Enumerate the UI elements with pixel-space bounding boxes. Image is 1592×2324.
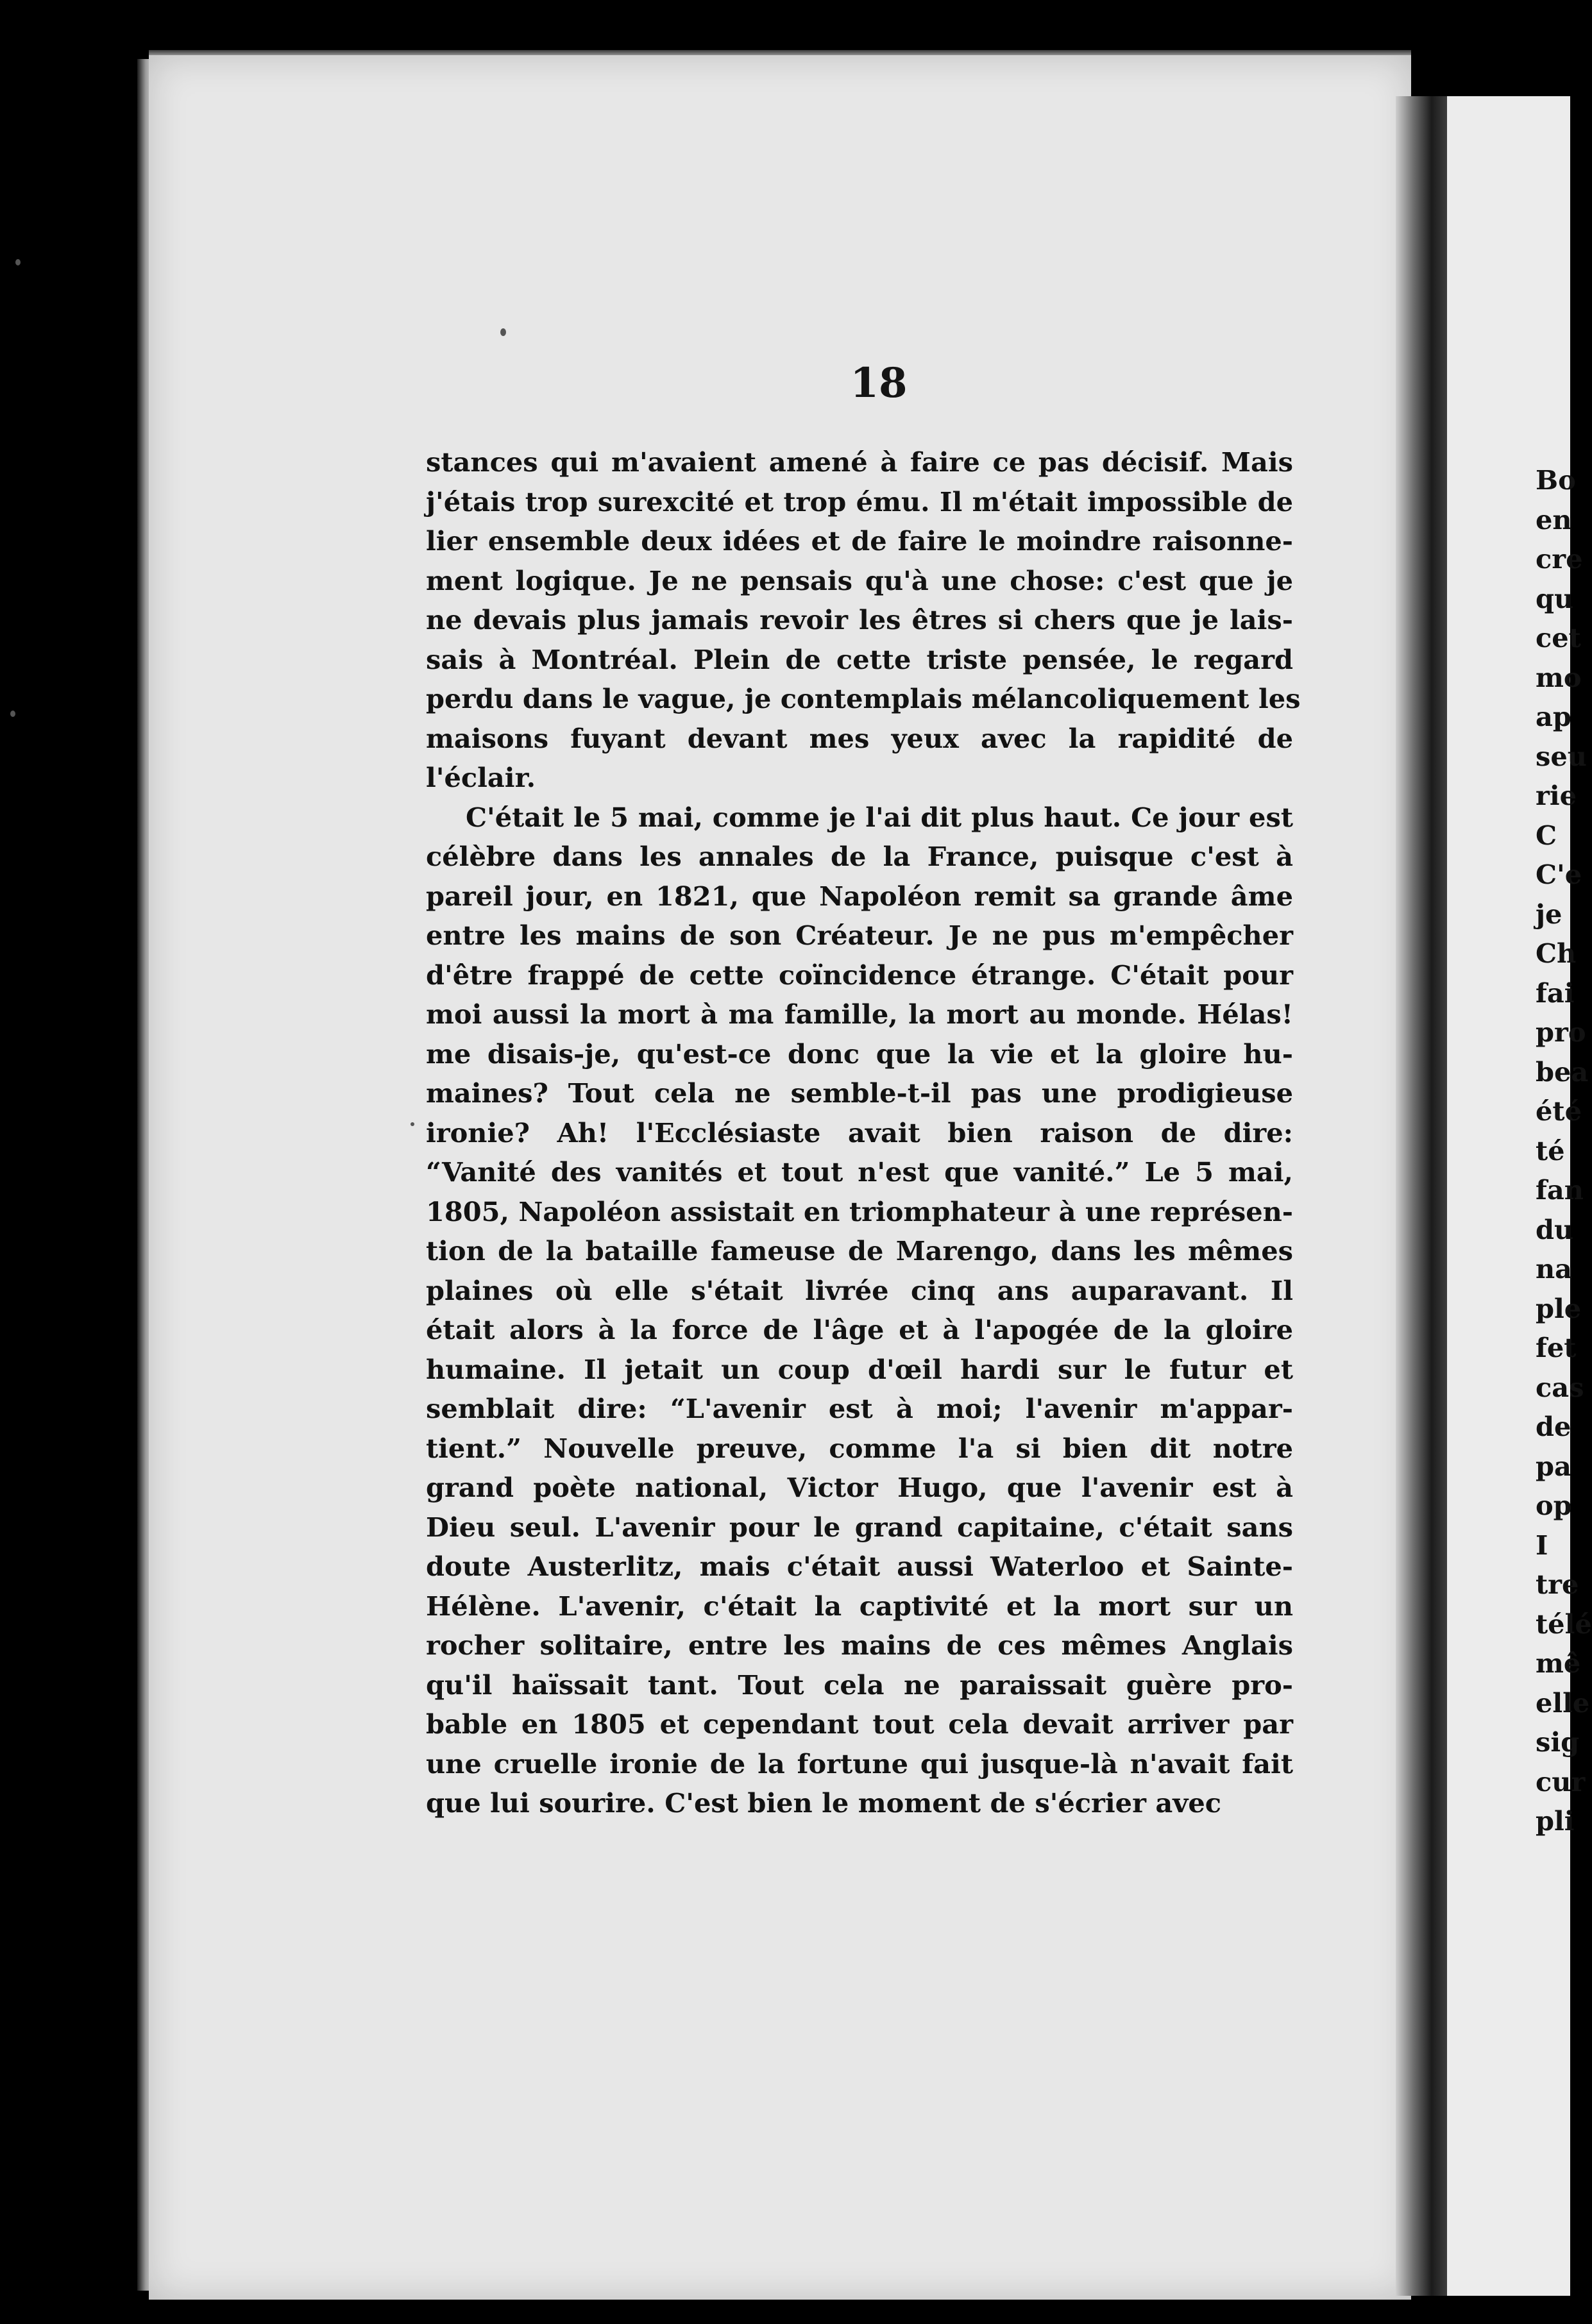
facing-page-fragment: télé (1536, 1608, 1592, 1640)
text-line: entre les mains de son Créateur. Je ne pus m'empêcher (426, 920, 1293, 951)
text-line: j'étais trop surexcité et trop ému. Il m'était impossible de (426, 485, 1293, 518)
page-number: 18 (850, 359, 908, 407)
facing-page-fragment: I (1536, 1529, 1548, 1561)
text-line: tion de la bataille fameuse de Marengo, dans les mêmes (426, 1235, 1293, 1267)
text-line: qu'il haïssait tant. Tout cela ne paraissait guère pro- (426, 1669, 1293, 1701)
facing-page-fragment: pa (1536, 1450, 1571, 1482)
text-line: perdu dans le vague, je contemplais mélancoliquement les (426, 683, 1301, 714)
facing-page-fragment: je (1536, 898, 1562, 930)
facing-page-fragment: mê (1536, 1647, 1581, 1679)
facing-page-fragment: seu (1536, 740, 1587, 772)
facing-page-fragment: na (1536, 1253, 1573, 1284)
text-line: l'éclair. (426, 762, 536, 793)
text-line: maisons fuyant devant mes yeux avec la rapidité de (426, 722, 1293, 754)
facing-page-fragment: sig (1536, 1726, 1580, 1758)
facing-page-fragment: té (1536, 1134, 1565, 1166)
text-line: Dieu seul. L'avenir pour le grand capitaine, c'était sans (426, 1511, 1293, 1543)
facing-page-fragment: de (1536, 1411, 1571, 1442)
facing-page-fragment: op (1536, 1490, 1572, 1521)
facing-page-fragment: mo (1536, 661, 1582, 693)
facing-page-fragment: bea (1536, 1056, 1589, 1088)
facing-page-fragment: ap (1536, 701, 1571, 732)
text-line: grand poète national, Victor Hugo, que l'avenir est à (426, 1472, 1293, 1503)
scan-speck (411, 1122, 414, 1126)
facing-page-fragment: cre (1536, 543, 1583, 575)
text-line: bable en 1805 et cependant tout cela devait arriver par (426, 1708, 1293, 1740)
scan-speck (15, 259, 21, 265)
facing-page-fragment: cas (1536, 1371, 1584, 1403)
facing-page-text (1536, 460, 1592, 1841)
facing-page-fragment: fet (1536, 1332, 1577, 1363)
text-line: sais à Montréal. Plein de cette triste pensée, le regard (426, 643, 1293, 675)
facing-page-fragment: Ch (1536, 938, 1577, 969)
text-line: pareil jour, en 1821, que Napoléon remit sa grande âme (426, 880, 1293, 912)
text-line: rocher solitaire, entre les mains de ces mêmes Anglais (426, 1629, 1293, 1661)
facing-page-fragment: qu (1536, 582, 1574, 614)
facing-page-fragment: C'e (1536, 859, 1582, 890)
facing-page-fragment: du (1536, 1213, 1574, 1245)
text-line: C'était le 5 mai, comme je l'ai dit plus haut. Ce jour est (466, 801, 1293, 833)
facing-page-fragment: C (1536, 819, 1557, 851)
facing-page-fragment: fan (1536, 1174, 1584, 1206)
text-line: stances qui m'avaient amené à faire ce pas décisif. Mais (426, 446, 1293, 478)
facing-page-fragment: cet (1536, 622, 1581, 653)
text-line: maines? Tout cela ne semble-t-il pas une prodigieuse (426, 1077, 1293, 1109)
facing-page-fragment: tre (1536, 1569, 1579, 1600)
facing-page-fragment: elle (1536, 1687, 1590, 1719)
text-line: ironie? Ah! l'Ecclésiaste avait bien raison de dire: (426, 1116, 1293, 1149)
text-line: lier ensemble deux idées et de faire le moindre raisonne- (426, 525, 1293, 557)
facing-page-fragment: pli (1536, 1805, 1575, 1837)
text-line: était alors à la force de l'âge et à l'apogée de la gloire (426, 1314, 1293, 1345)
facing-page-fragment: ple (1536, 1292, 1582, 1324)
text-line: Hélène. L'avenir, c'était la captivité et la mort sur un (426, 1590, 1293, 1622)
facing-page-fragment: Bo (1536, 464, 1576, 496)
facing-page-fragment: pro (1536, 1016, 1586, 1048)
text-line: une cruelle ironie de la fortune qui jusque-là n'avait fait (426, 1747, 1293, 1780)
book-gutter (1396, 96, 1447, 2296)
text-line: “Vanité des vanités et tout n'est que vanité.” Le 5 mai, (426, 1156, 1293, 1188)
text-line: semblait dire: “L'avenir est à moi; l'avenir m'appar- (426, 1393, 1293, 1424)
body-text (426, 442, 1301, 1823)
text-line: plaines où elle s'était livrée cinq ans auparavant. Il (426, 1274, 1293, 1306)
facing-page-fragment: rie (1536, 780, 1577, 811)
text-line: 1805, Napoléon assistait en triomphateur à une représen- (426, 1195, 1293, 1227)
text-line: humaine. Il jetait un coup d'œil hardi sur le futur et (426, 1353, 1293, 1385)
text-line: me disais-je, qu'est-ce donc que la vie et la gloire hu- (426, 1038, 1293, 1070)
scan-speck (500, 328, 506, 336)
facing-page-fragment: été (1536, 1095, 1582, 1127)
text-line: ment logique. Je ne pensais qu'à une chose: c'est que je (426, 564, 1293, 596)
scan-speck (10, 711, 15, 717)
facing-page-fragment: fai (1536, 977, 1575, 1009)
text-line: ne devais plus jamais revoir les êtres si chers que je lais- (426, 604, 1293, 636)
facing-page-fragment: en (1536, 503, 1572, 535)
text-line: doute Austerlitz, mais c'était aussi Waterloo et Sainte- (426, 1551, 1293, 1582)
facing-page-fragment: cur (1536, 1765, 1586, 1798)
text-line: tient.” Nouvelle preuve, comme l'a si bien dit notre (426, 1432, 1293, 1464)
text-line: célèbre dans les annales de la France, puisque c'est à (426, 841, 1293, 872)
text-line: moi aussi la mort à ma famille, la mort au monde. Hélas! (426, 998, 1293, 1030)
text-line: que lui sourire. C'est bien le moment de s'écrier avec (426, 1787, 1222, 1819)
text-line: d'être frappé de cette coïncidence étrange. C'était pour (426, 959, 1293, 991)
